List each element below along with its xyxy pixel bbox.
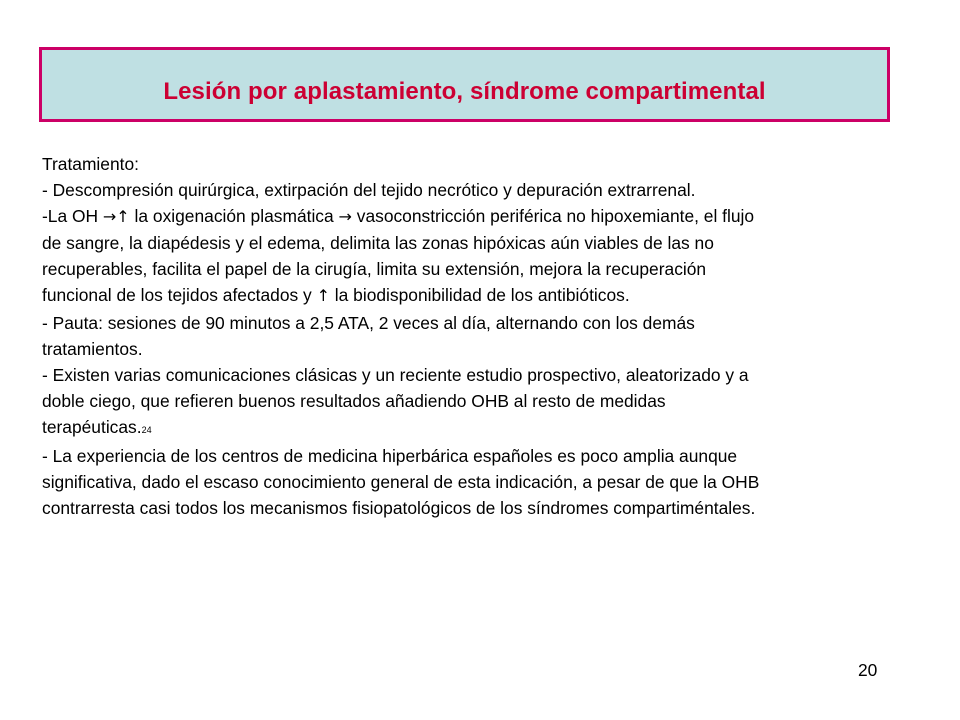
reference-number: 24 <box>141 424 152 435</box>
body-text <box>42 151 942 521</box>
arrow-up-icon: →↑ <box>102 207 130 227</box>
body-line-13: contrarresta casi todos los mecanismos fisiopatológicos de los síndromes compartiméntales. <box>42 498 756 519</box>
body-line-8: - Existen varias comunicaciones clásicas y un reciente estudio prospectivo, aleatorizado y a <box>42 364 749 385</box>
body-line-3: de sangre, la diapédesis y el edema, delimita las zonas hipóxicas aún viables de las no <box>42 233 714 254</box>
line-10-text: terapéuticas. <box>42 416 142 437</box>
line-5-text-b: la biodisponibilidad de los antibióticos. <box>329 285 630 306</box>
line-2-text-b: la oxigenación plasmática <box>129 206 339 227</box>
arrow-right-icon: → <box>338 207 352 227</box>
body-line-2 <box>42 203 942 230</box>
body-line-6: - Pauta: sesiones de 90 minutos a 2,5 ATA, 2 veces al día, alternando con los demás <box>42 312 695 333</box>
body-heading: Tratamiento: <box>42 154 139 174</box>
page-number: 20 <box>858 660 878 680</box>
line-2-text-a: -La OH <box>42 206 103 227</box>
body-line-4: recuperables, facilita el papel de la cirugía, limita su extensión, mejora la recuperación <box>42 259 707 280</box>
title-box <box>39 47 890 122</box>
body-line-5 <box>42 282 942 309</box>
body-line-9: doble ciego, que refieren buenos resultados añadiendo OHB al resto de medidas <box>42 390 666 411</box>
body-line-1: - Descompresión quirúrgica, extirpación del tejido necrótico y depuración extrarrenal. <box>42 180 696 201</box>
arrow-up-icon: ↑ <box>316 286 330 306</box>
line-5-text-a: funcional de los tejidos afectados y <box>42 285 317 306</box>
line-2-text-c: vasoconstricción periférica no hipoxemiante, el flujo <box>351 206 755 227</box>
slide-title: Lesión por aplastamiento, síndrome compartimental <box>163 78 766 105</box>
body-line-11: - La experiencia de los centros de medicina hiperbárica españoles es poco amplia aunque <box>42 446 738 467</box>
body-line-12: significativa, dado el escaso conocimiento general de esta indicación, a pesar de que la OHB <box>42 472 760 493</box>
body-line-10 <box>42 414 942 443</box>
body-line-7: tratamientos. <box>42 338 143 359</box>
